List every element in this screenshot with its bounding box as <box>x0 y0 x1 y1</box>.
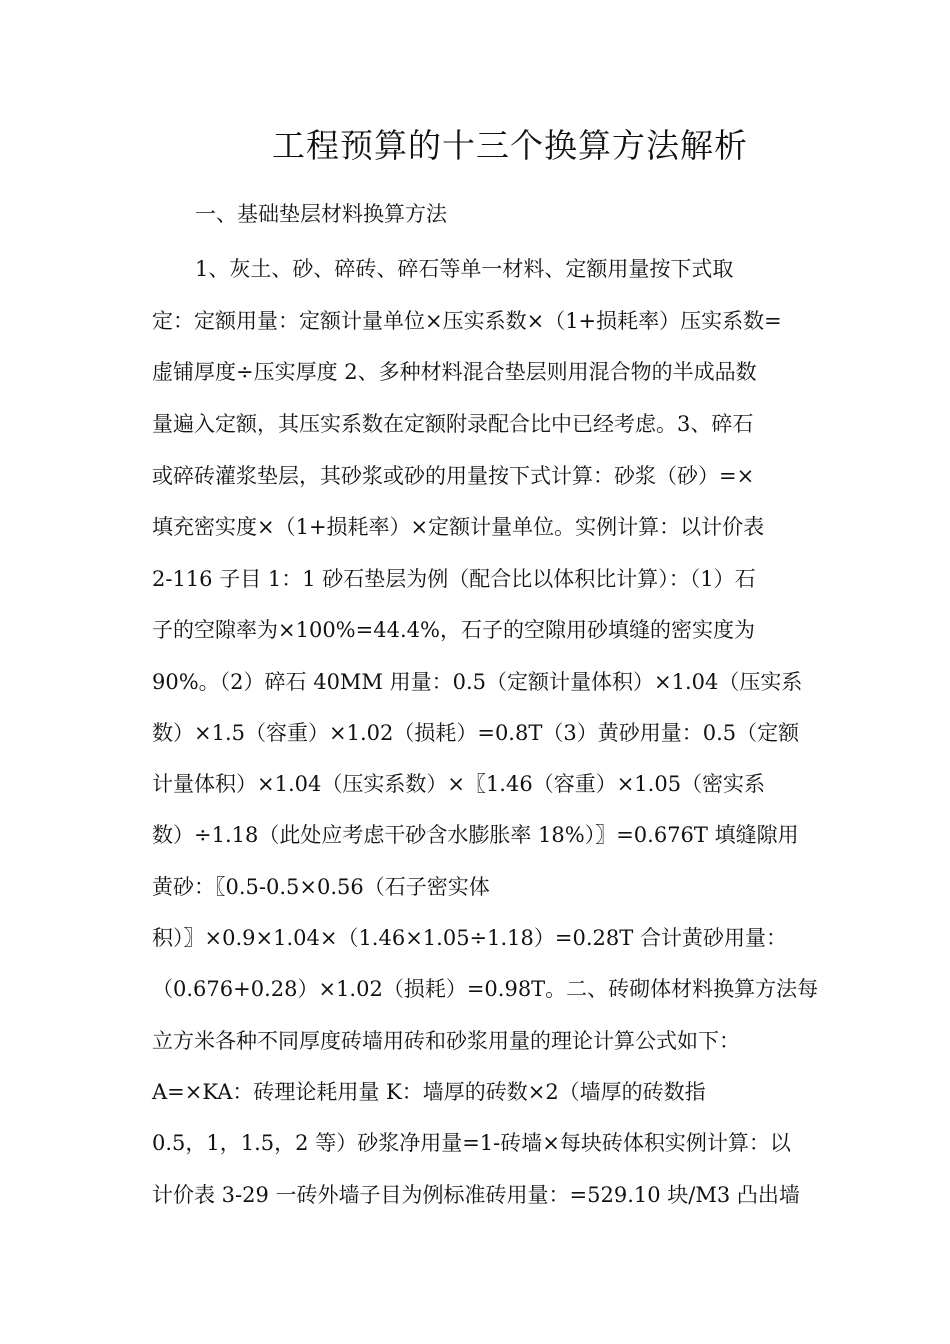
body-line: 子的空隙率为×100%=44.4%，石子的空隙用砂填缝的密实度为 <box>152 618 755 642</box>
body-line: 黄砂：〖0.5-0.5×0.56（石子密实体 <box>152 875 490 899</box>
body-line: 计量体积）×1.04（压实系数）×〖1.46（容重）×1.05（密实系 <box>152 772 766 796</box>
body-line: 数）÷1.18（此处应考虑干砂含水膨胀率 18%）〗=0.676T 填缝隙用 <box>152 823 799 847</box>
body-line: 计价表 3-29 一砖外墙子目为例标准砖用量：=529.10 块/M3 凸出墙 <box>152 1183 800 1207</box>
body-line: 立方米各种不同厚度砖墙用砖和砂浆用量的理论计算公式如下： <box>152 1029 740 1053</box>
body-line: 积）〗×0.9×1.04×（1.46×1.05÷1.18）=0.28T 合计黄砂用量： <box>152 926 787 950</box>
body-line: A=×KA：砖理论耗用量 K：墙厚的砖数×2（墙厚的砖数指 <box>152 1080 706 1104</box>
body-line: （0.676+0.28）×1.02（损耗）=0.98T。二、砖砌体材料换算方法每 <box>152 977 819 1001</box>
section-heading: 一、基础垫层材料换算方法 <box>195 202 447 226</box>
body-line: 2-116 子目 1：1 砂石垫层为例（配合比以体积比计算）：（1）石 <box>152 567 756 591</box>
document-title: 工程预算的十三个换算方法解析 <box>272 126 748 165</box>
body-line: 或碎砖灌浆垫层，其砂浆或砂的用量按下式计算：砂浆（砂）=× <box>152 464 755 488</box>
body-line: 0.5，1，1.5，2 等）砂浆净用量=1-砖墙×每块砖体积实例计算：以 <box>152 1131 791 1155</box>
body-line: 量遍入定额，其压实系数在定额附录配合比中已经考虑。3、碎石 <box>152 412 754 436</box>
body-line: 1、灰土、砂、碎砖、碎石等单一材料、定额用量按下式取 <box>195 257 734 281</box>
body-line: 90%。（2）碎石 40MM 用量：0.5（定额计量体积）×1.04（压实系 <box>152 670 803 694</box>
body-line: 定：定额用量：定额计量单位×压实系数×（1+损耗率）压实系数= <box>152 309 782 333</box>
body-line: 虚铺厚度÷压实厚度 2、多种材料混合垫层则用混合物的半成品数 <box>152 360 757 384</box>
body-line: 填充密实度×（1+损耗率）×定额计量单位。实例计算：以计价表 <box>152 515 765 539</box>
body-line: 数）×1.5（容重）×1.02（损耗）=0.8T（3）黄砂用量：0.5（定额 <box>152 721 800 745</box>
